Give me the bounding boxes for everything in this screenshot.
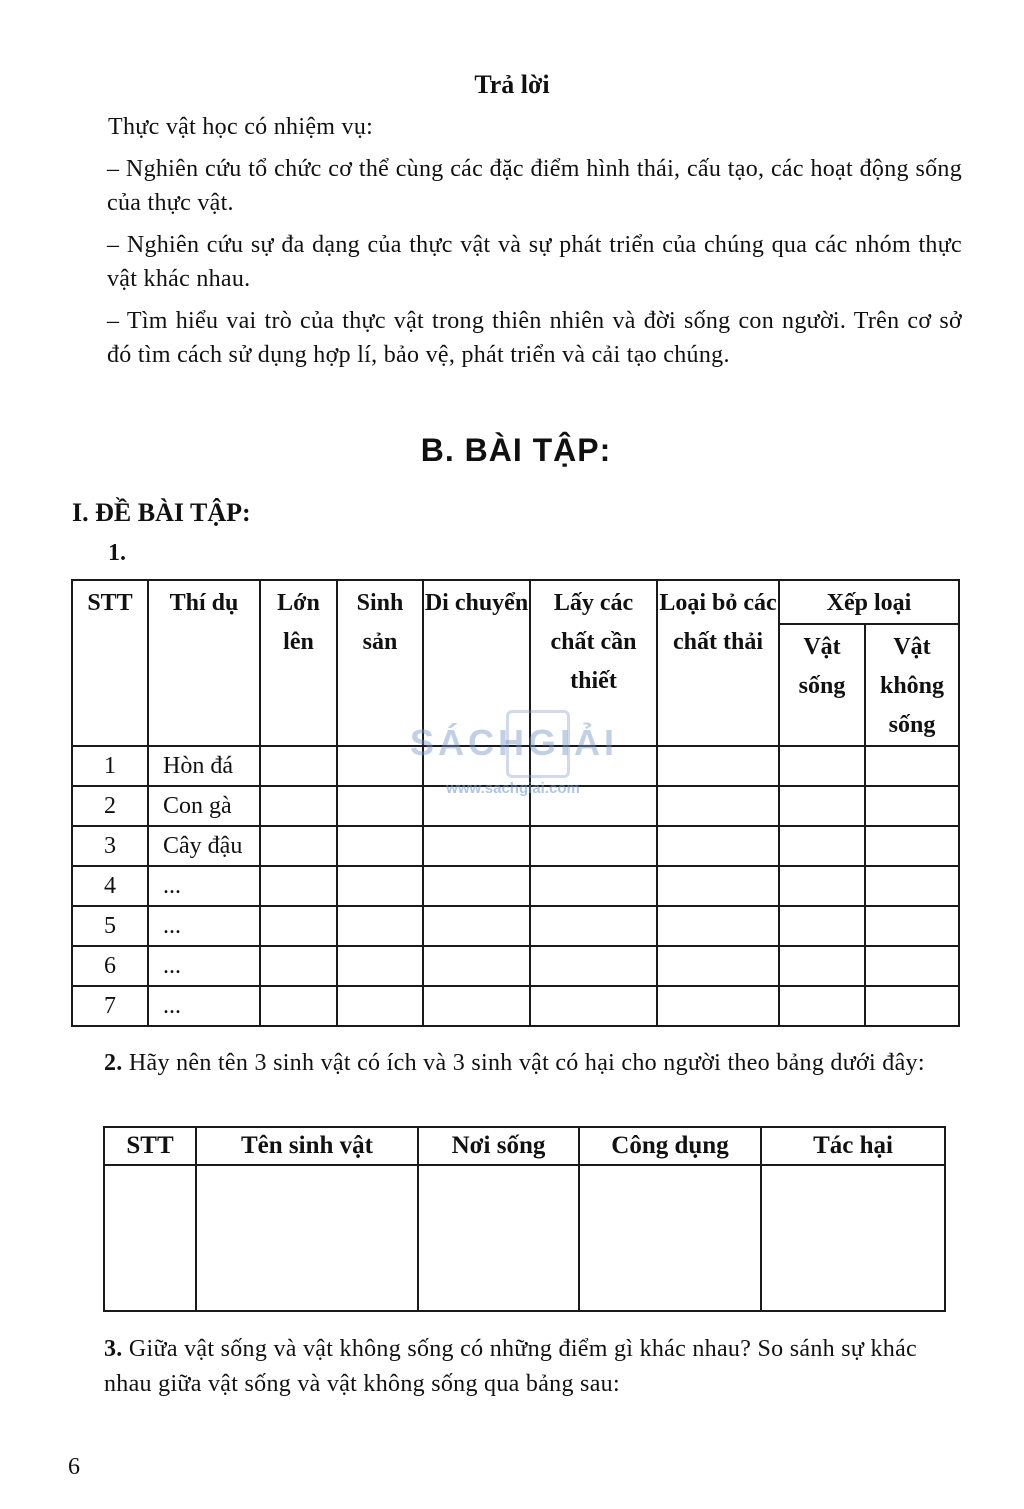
watermark [410, 708, 619, 804]
header-remove-waste: Loại bỏ các chất thải [657, 580, 779, 746]
section-b-title: B. BÀI TẬP: [420, 432, 612, 468]
exercise-1-number: 1. [108, 540, 126, 566]
table-row [72, 946, 959, 986]
header-example: Thí dụ [148, 580, 260, 746]
row-example: ... [148, 946, 260, 986]
answer-point-2: – Nghiên cứu sự đa dạng của thực vật và sự phát triển của chúng qua các nhóm thực vật khác nhau. [107, 232, 962, 292]
table-row [72, 866, 959, 906]
header-organism-name: Tên sinh vật [196, 1127, 418, 1165]
header-move: Di chuyển [423, 580, 530, 746]
exercise-2-number: 2. [104, 1050, 123, 1076]
header-reproduce: Sinh sản [337, 580, 423, 746]
exercise-heading: I. ĐỀ BÀI TẬP: [72, 498, 251, 527]
exercise-2-text [104, 1046, 962, 1081]
header-stt: STT [72, 580, 148, 746]
header-harm: Tác hại [761, 1127, 945, 1165]
exercise-3-question: Giữa vật sống và vật không sống có những điểm gì khác nhau? So sánh sự khác nhau giữa vật sống và vật không sống qua bảng sau: [104, 1336, 917, 1397]
row-stt: 4 [72, 866, 148, 906]
row-example: Con gà [148, 786, 260, 826]
page-number: 6 [68, 1454, 80, 1480]
table-row [72, 986, 959, 1026]
table-row [72, 826, 959, 866]
row-stt: 5 [72, 906, 148, 946]
answer-point-1: – Nghiên cứu tổ chức cơ thể cùng các đặc điểm hình thái, cấu tạo, các hoạt động sống của thực vật. [107, 156, 962, 216]
row-stt: 6 [72, 946, 148, 986]
header-stt: STT [104, 1127, 196, 1165]
table-row [72, 906, 959, 946]
row-stt: 2 [72, 786, 148, 826]
row-example: ... [148, 906, 260, 946]
row-stt: 7 [72, 986, 148, 1026]
header-nonliving: Vật không sống [865, 624, 959, 746]
row-example: Hòn đá [148, 746, 260, 786]
header-habitat: Nơi sống [418, 1127, 579, 1165]
watermark-url: www.sachgiai.com [446, 780, 580, 797]
exercise-3-text [104, 1332, 962, 1402]
header-use: Công dụng [579, 1127, 761, 1165]
header-classify: Xếp loại [779, 580, 959, 624]
header-living: Vật sống [779, 624, 865, 746]
row-example: Cây đậu [148, 826, 260, 866]
row-stt: 1 [72, 746, 148, 786]
header-take-nutrients: Lấy các chất cần thiết [530, 580, 657, 746]
exercise-2-question: Hãy nên tên 3 sinh vật có ích và 3 sinh vật có hại cho người theo bảng dưới đây: [128, 1050, 925, 1076]
row-example: ... [148, 986, 260, 1026]
table-row [104, 1165, 945, 1311]
watermark-brand: SÁCHGIẢI [410, 722, 619, 763]
answer-intro: Thực vật học có nhiệm vụ: [108, 114, 374, 140]
answer-title: Trả lời [474, 70, 550, 99]
row-stt: 3 [72, 826, 148, 866]
exercise-2-table [103, 1126, 946, 1312]
answer-point-3: – Tìm hiểu vai trò của thực vật trong thiên nhiên và đời sống con người. Trên cơ sở đó tìm cách sử dụng hợp lí, bảo vệ, phát triển và cải tạo chúng. [107, 308, 962, 368]
row-example: ... [148, 866, 260, 906]
exercise-3-number: 3. [104, 1336, 123, 1362]
header-grow: Lớn lên [260, 580, 337, 746]
